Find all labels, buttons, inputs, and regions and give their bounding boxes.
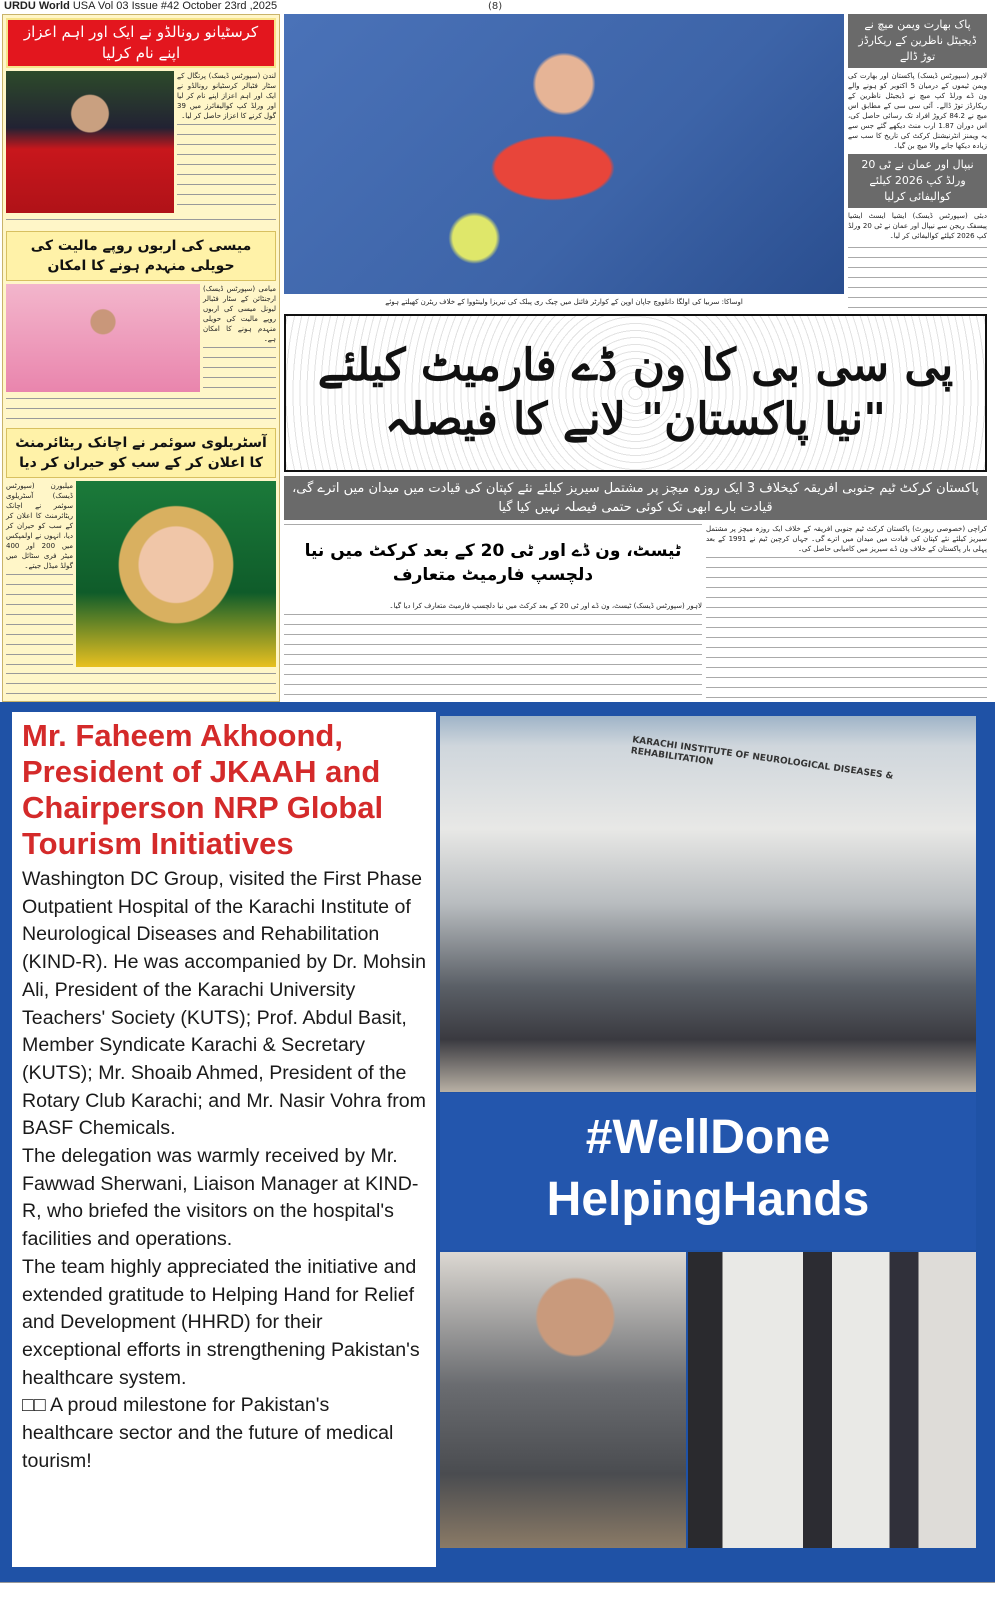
text-lines xyxy=(6,670,276,698)
article-headline: ٹیسٹ، ون ڈے اور ٹی 20 کے بعد کرکٹ میں نیا دلچسپ فارمیٹ متعارف xyxy=(304,541,682,585)
text-lines xyxy=(177,121,276,213)
messi-story xyxy=(6,284,276,392)
ronaldo-story xyxy=(6,71,276,213)
advertisement xyxy=(0,702,995,1582)
ronaldo-body: لندن (سپورٹس ڈیسک) پرتگال کے سٹار فٹبالر کرسٹیانو رونالڈو نے ایک اور اہم اعزاز اپنے نام کر لیا اور ورلڈ کپ کوالیفائرز میں 39 گول کرنے کا اعزاز حاصل کر لیا۔ xyxy=(177,72,276,120)
ad-text-panel xyxy=(12,712,436,1567)
text-lines xyxy=(284,611,702,702)
headline-messi: میسی کی اربوں روپے مالیت کی حویلی منہدم ہونے کا امکان xyxy=(6,231,276,281)
ad-paragraph: The delegation was warmly received by Mr. Fawwad Sherwani, Liaison Manager at KIND-R, who briefed the visitors on the hospital's facilities and operations. xyxy=(22,1145,419,1251)
signing-photo xyxy=(440,1252,686,1548)
swimmer-body: میلبورن (سپورٹس ڈیسک) آسٹریلوی سوئمر نے اچانک ریٹائرمنٹ کا اعلان کر کے سب کو حیران کر دیا، انہوں نے اولمپکس میں 200 اور 400 میٹر فری سٹائل میں گولڈ میڈل جیتے۔ xyxy=(6,482,74,570)
ad-paragraph: □□ A proud milestone for Pakistan's healthcare sector and the future of medical tourism! xyxy=(22,1394,394,1472)
ad-paragraph: Washington DC Group, visited the First Phase Outpatient Hospital of the Karachi Institute of Neurological Diseases and Rehabilitation (KIND-R). He was accompanied by Dr. Mohsin Ali, President of the Karachi University Teachers' Society (KUTS); Prof. Abdul Basit, Member Syndicate Karachi & Secretary (KUTS); Mr. Shoaib Ahmed, President of the Rotary Club Karachi; and Mr. Nasir Vohra from BASF Chemicals. xyxy=(22,868,427,1140)
hashtag: #WellDone xyxy=(585,1111,831,1164)
nepal-oman-body: دبئی (سپورٹس ڈیسک) ایشیا ایسٹ ایشیا پیسفک ریجن سے نیپال اور عمان نے ٹی 20 ورلڈ کپ 2026 کیلئے کوالیفائی کر لیا۔ xyxy=(848,212,988,240)
tennis-photo xyxy=(284,14,844,294)
sub-headline: پاکستان کرکٹ ٹیم جنوبی افریقہ کیخلاف 3 ایک روزہ میچز پر مشتمل سیریز کیلئے نئے کپتان کی قیادت میں میدان میں اترے گی، قیادت بارے ابھی تک کوئی حتمی فیصلہ نہیں کیا گیا xyxy=(284,476,987,520)
ad-paragraph: The team highly appreciated the initiative and extended gratitude to Helping Hand for Relief and Development (HHRD) for their exceptional efforts in strengthening Pakistan's healthcare system. xyxy=(22,1255,420,1389)
headline-women-match: پاک بھارت ویمن میچ نے ڈیجیٹل ناظرین کے ریکارڈز توڑ ڈالے xyxy=(848,14,987,68)
right-column xyxy=(848,14,987,310)
headline-nepal-oman: نیپال اور عمان نے ٹی 20 ورلڈ کپ 2026 کیلئے کوالیفائی کرلیا xyxy=(848,154,987,208)
left-column xyxy=(2,14,280,702)
text-lines xyxy=(706,554,987,702)
text-lines xyxy=(6,571,73,667)
ronaldo-photo xyxy=(6,71,174,213)
women-match-body: لاہور (سپورٹس ڈیسک) پاکستان اور بھارت کی ویمن ٹیموں کے درمیان 5 اکتوبر کو ہونے والے ون ڈے ورلڈ کپ میچ نے ڈیجیٹل ناظرین کے ریکارڈز توڑ ڈالے۔ آئی سی سی کے مطابق اس میچ نے 84.2 کروڑ افراد تک رسائی حاصل کی، اس دوران 1.87 ارب منٹ دیکھے گئے جس سے یہ ویمنز انٹرنیشنل کرکٹ کی تاریخ کا سب سے زیادہ دیکھا جانے والا میچ بن گیا۔ xyxy=(848,72,988,150)
text-lines xyxy=(848,244,987,310)
main-headline: پی سی بی کا ون ڈے فارمیٹ کیلئے "نیا پاکستان" لانے کا فیصلہ xyxy=(284,314,987,472)
article-body: لاہور (سپورٹس ڈیسک) ٹیسٹ، ون ڈے اور ٹی 20 کے بعد کرکٹ میں نیا دلچسپ فارمیٹ متعارف کرا دیا گیا۔ xyxy=(389,602,702,610)
issue-info: USA Vol 03 Issue #42 October 23rd ,2025 xyxy=(72,0,278,12)
page-number: (8) xyxy=(488,1,503,12)
masthead xyxy=(4,0,277,13)
hashtag-2: HelpingHands xyxy=(546,1173,870,1226)
text-lines xyxy=(203,344,276,392)
headline-ronaldo: کرسٹیانو رونالڈو نے ایک اور اہم اعزاز اپنے نام کرلیا xyxy=(6,18,276,68)
page-footer xyxy=(0,1582,995,1598)
messi-body: میامی (سپورٹس ڈیسک) ارجنٹائن کے سٹار فٹبالر لیونل میسی کی اربوں روپے مالیت کی حویلی منہدم ہونے کا امکان ہے۔ xyxy=(203,285,276,343)
swimmer-story xyxy=(6,481,276,667)
building-sign: KARACHI INSTITUTE OF NEUROLOGICAL DISEASES & REHABILITATION xyxy=(630,735,894,782)
text-lines xyxy=(6,395,276,425)
headline-swimmer: آسٹریلوی سوئمر نے اچانک ریٹائرمنٹ کا اعلان کر کے سب کو حیران کر دیا xyxy=(6,428,276,478)
messi-photo xyxy=(6,284,200,392)
text-lines xyxy=(6,216,276,228)
welldone-banner xyxy=(440,1093,976,1250)
hospital-group-photo xyxy=(440,716,976,1092)
swimmer-photo xyxy=(76,481,276,667)
news-section xyxy=(0,0,995,702)
main-area xyxy=(284,14,987,702)
visit-photo xyxy=(688,1252,976,1548)
ad-title: Mr. Faheem Akhoond, President of JKAAH and Chairperson NRP Global Tourism Initiatives xyxy=(22,718,384,861)
column-body: کراچی (خصوصی رپورٹ) پاکستان کرکٹ ٹیم جنوبی افریقہ کے خلاف ایک روزہ میچز پر مشتمل سیریز کیلئے نئے کپتان کی قیادت میں میدان میں اترے گی۔ جہاں کرچین ٹیم نے 1991 کے بعد پہلی بار پاکستان کے خلاف ون ڈے سیریز میں کامیابی حاصل کی۔ xyxy=(706,525,987,553)
brand: URDU World xyxy=(4,0,70,12)
photo-caption: اوساکا: سربیا کی اولگا دانلووچ جاپان اوپن کے کوارٹر فائنل میں چیک ری پبلک کی تیریزا ولینٹووا کے خلاف ریٹرن کھیلتے ہوئے xyxy=(385,298,743,306)
